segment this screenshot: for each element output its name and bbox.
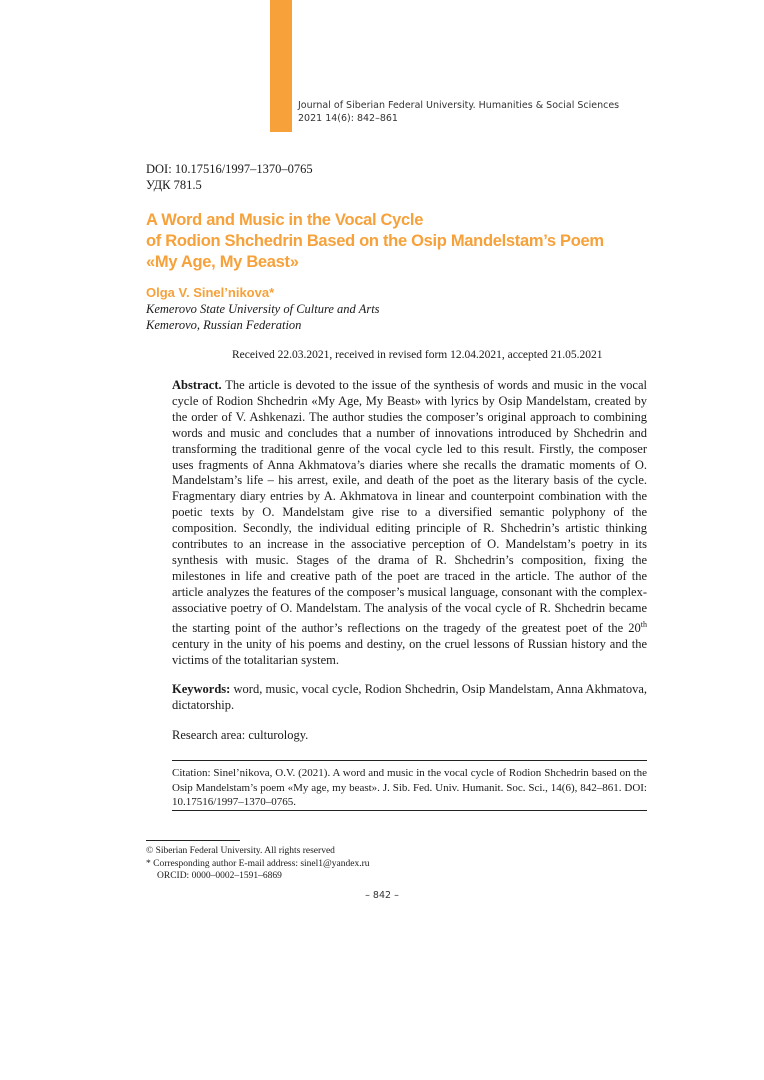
- journal-header: [298, 100, 619, 125]
- footnotes: [146, 845, 370, 883]
- citation-top-rule: [172, 760, 647, 761]
- abstract-label: Abstract.: [172, 378, 222, 392]
- author-affiliation: [146, 301, 380, 333]
- title-line: of Rodion Shchedrin Based on the Osip Mandelstam’s Poem: [146, 232, 604, 250]
- keywords-text: word, music, vocal cycle, Rodion Shchedrin, Osip Mandelstam, Anna Akhmatova, dictatorship.: [172, 682, 647, 713]
- footnote-rule: [146, 840, 240, 841]
- copyright: © Siberian Federal University. All rights reserved: [146, 846, 335, 856]
- corresponding-author: * Corresponding author E-mail address: sinel1@yandex.ru: [146, 858, 370, 869]
- title-line: A Word and Music in the Vocal Cycle: [146, 211, 424, 229]
- abstract-text-end: century in the unity of his poems and destiny, on the cruel lessons of Russian history and the victims of the totalitarian system.: [172, 636, 647, 667]
- article-title: [146, 210, 666, 273]
- doi: DOI: 10.17516/1997–1370–0765: [146, 162, 313, 176]
- abstract: [172, 378, 647, 668]
- title-line: «My Age, My Beast»: [146, 253, 299, 271]
- author-name: Olga V. Sinel’nikova*: [146, 285, 275, 300]
- abstract-sup: th: [640, 619, 647, 629]
- keywords: [172, 682, 647, 714]
- keywords-label: Keywords:: [172, 682, 231, 697]
- affiliation: Kemerovo State University of Culture and Arts: [146, 302, 380, 316]
- abstract-text: The article is devoted to the issue of the synthesis of words and music in the vocal cycle of Rodion Shchedrin «My Age, My Beast» with lyrics by Osip Mandelstam, created by the order of V. Ashkenazi. The author studies the composer’s original approach to combining words and music and concludes that a number of innovations introduced by Shchedrin and transforming the traditional genre of the vocal cycle led to this result. Firstly, the composer uses fragments of Anna Akhmatova’s diaries where she recalls the dramatic moments of O. Mandelstam’s life – his arrest, exile, and death of the poet as the literary basis of the cycle. Fragmentary diary entries by A. Akhmatova in linear and counterpoint combination with the poetic texts by O. Mandelstam give rise to a diversified semantic polyphony of the composition. Secondly, the individual editing principle of R. Shchedrin’s artistic thinking contributes to an increase in the associative perception of O. Mandelstam’s poetry in its synthesis with music. Stages of the drama of R. Shchedrin’s composition, fixing the milestones in life and creative path of the poet are traced in the article. The author of the article analyzes the features of the composer’s musical language, consonant with the complex-associative poetry of O. Mandelstam. The analysis of the vocal cycle of R. Shchedrin became the starting point of the author’s reflections on the tragedy of the greatest poet of the 20: [172, 378, 647, 635]
- citation-bottom-rule: [172, 810, 647, 811]
- citation: Citation: Sinel’nikova, O.V. (2021). A word and music in the vocal cycle of Rodion Shchedrin based on the Osip Mandelstam’s poem «My age, my beast». J. Sib. Fed. Univ. Humanit. Soc. Sci., 14(6), 842–861. DOI: 10.17516/1997–1370–0765.: [172, 767, 647, 808]
- research-area: Research area: culturology.: [172, 728, 309, 743]
- abstract-block: [172, 378, 647, 744]
- udk: УДК 781.5: [146, 177, 202, 192]
- received-dates: Received 22.03.2021, received in revised form 12.04.2021, accepted 21.05.2021: [232, 349, 603, 361]
- orcid: ORCID: 0000–0002–1591–6869: [157, 871, 282, 881]
- journal-accent-bar: [270, 0, 292, 132]
- article-identifiers: [146, 162, 313, 193]
- journal-issue: 2021 14(6): 842–861: [298, 112, 398, 124]
- journal-name: Journal of Siberian Federal University. Humanities & Social Sciences: [298, 100, 620, 111]
- location: Kemerovo, Russian Federation: [146, 318, 302, 332]
- page-number: – 842 –: [365, 890, 399, 901]
